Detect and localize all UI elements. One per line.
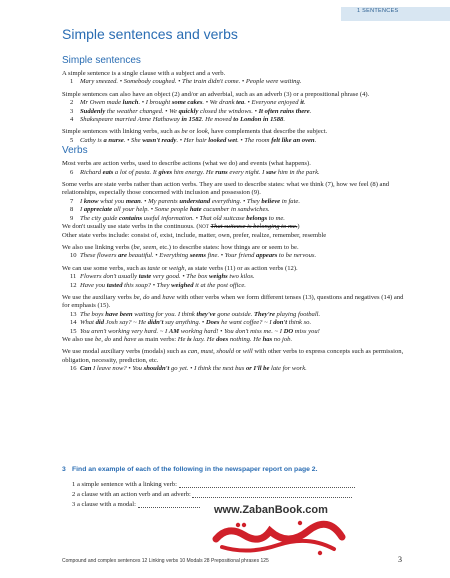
chapter-tab <box>341 7 450 21</box>
answer-line-3[interactable] <box>72 501 200 508</box>
example-number: 15 <box>70 327 77 335</box>
body-paragraph: We also use linking verbs (be, seem, etc.) to describe states: how things are or seem to be. <box>62 243 299 251</box>
example-sentence: 16 Can I leave now? • You shouldn't go yet. • I think the next bus or I'll be late for work. <box>70 365 307 373</box>
example-number: 13 <box>70 310 77 318</box>
answer-label-2: 2 a clause with an action verb and an adverb: <box>72 491 191 498</box>
answer-blank-2[interactable] <box>192 491 352 498</box>
example-sentence: 11 Flowers don't usually taste very good. • The box weighs two kilos. <box>70 273 255 281</box>
example-number: 10 <box>70 252 77 260</box>
example-sentence: 2 Mr Owen made lunch. • I brought some cakes. • We drank tea. • Everyone enjoyed it. <box>70 99 306 107</box>
example-number: 2 <box>70 99 74 107</box>
watermark-url: www.ZabanBook.com <box>214 504 328 516</box>
example-sentence: 1 Mary sneezed. • Somebody coughed. • The train didn't come. • People were waiting. <box>70 78 302 86</box>
body-paragraph: Some verbs are state verbs rather than action verbs. They are used to describe states: what we think (7), how we feel (8) and relationships, especially those concerned with inclusion and possession (9). <box>62 181 390 197</box>
section-heading: Verbs <box>62 145 88 157</box>
answer-label-1: 1 a simple sentence with a linking verb: <box>72 481 177 488</box>
body-paragraph: We use the auxiliary verbs be, do and have with other verbs when we form different tenses (13), questions and negatives (14) and for emphasis (15). <box>62 293 404 310</box>
page-title: Simple sentences and verbs <box>62 26 238 42</box>
answer-line-2[interactable] <box>72 491 352 498</box>
example-sentence: 14 What did Josh say? ~ He didn't say anything. • Does he want coffee? ~ I don't think so. <box>70 319 312 327</box>
body-paragraph: Simple sentences can also have an object (2) and/or an adverbial, such as an adverb (3) or a prepositional phrase (4). <box>62 90 370 98</box>
footer-crossrefs: Compound and complex sentences 12 Linking verbs 10 Modals 28 Prepositional phrases 125 <box>62 558 269 564</box>
example-number: 3 <box>70 107 74 115</box>
example-sentence: 12 Have you tasted this soup? • They weighed it at the post office. <box>70 281 246 289</box>
body-paragraph: We don't usually use state verbs in the continuous. (not That suitcase is belonging to me.) <box>62 223 300 231</box>
example-sentence: 10 These flowers are beautiful. • Everything seems fine. • Your friend appears to be nervous. <box>70 252 317 260</box>
example-number: 7 <box>70 197 74 205</box>
example-number: 1 <box>70 78 74 86</box>
example-number: 12 <box>70 281 77 289</box>
example-sentence: 9 The city guide contains useful information. • That old suitcase belongs to me. <box>70 214 285 222</box>
example-number: 5 <box>70 136 74 144</box>
example-sentence: 13 The boys have been waiting for you. I think they've gone outside. They're playing football. <box>70 310 321 318</box>
exercise-text: Find an example of each of the following in the newspaper report on page 2. <box>72 466 318 473</box>
section-heading: Simple sentences <box>62 55 141 66</box>
answer-label-3: 3 a clause with a modal: <box>72 501 136 508</box>
body-paragraph: Simple sentences with linking verbs, such as be or look, have complements that describe the subject. <box>62 128 328 136</box>
watermark-logo <box>208 517 348 557</box>
example-sentence: 5 Cathy is a nurse. • She wasn't ready. • Her hair looked wet. • The room felt like an oven. <box>70 136 317 144</box>
answer-line-1[interactable] <box>72 481 355 488</box>
body-paragraph: Other state verbs include: consist of, exist, include, matter, own, prefer, realize, remember, resemble <box>62 231 327 239</box>
example-number: 4 <box>70 116 74 124</box>
example-sentence: 4 Shakespeare married Anne Hathaway in 1582. He moved to London in 1588. <box>70 116 285 124</box>
main-content <box>62 55 406 374</box>
body-paragraph: We use modal auxiliary verbs (modals) such as can, must, should or will with other verbs to express concepts such as permission, obligation, necessity, prediction, etc. <box>62 348 404 364</box>
chapter-tab-label: 1 SENTENCES <box>357 8 399 14</box>
example-sentence: 3 Suddenly the weather changed. • We quickly closed the windows. • It often rains there. <box>70 107 312 115</box>
body-paragraph: We can use some verbs, such as taste or weigh, as state verbs (11) or as action verbs (12). <box>62 264 298 272</box>
example-number: 6 <box>70 168 74 176</box>
example-sentence: 15 You aren't working very hard. ~ I AM working hard! • You don't miss me. ~ I DO miss you! <box>70 327 320 335</box>
example-sentence: 6 Richard eats a lot of pasta. It gives him energy. He runs every night. I saw him in the park. <box>70 168 320 176</box>
example-number: 16 <box>70 365 77 373</box>
example-number: 8 <box>70 206 74 214</box>
example-number: 14 <box>70 319 77 327</box>
answer-blank-3[interactable] <box>138 501 200 508</box>
example-number: 9 <box>70 214 74 222</box>
exercise-number: 3 <box>62 466 66 473</box>
body-paragraph: We also use be, do and have as main verbs: He is lazy. He does nothing. He has no job. <box>62 335 293 343</box>
body-paragraph: Most verbs are action verbs, used to describe actions (what we do) and events (what happens). <box>62 160 311 168</box>
answer-blank-1[interactable] <box>179 481 355 488</box>
example-sentence: 7 I know what you mean. • My parents understand everything. • They believe in fate. <box>70 197 301 205</box>
example-sentence: 8 I appreciate all your help. • Some people hate cucumber in sandwiches. <box>70 206 270 214</box>
example-number: 11 <box>70 273 77 281</box>
body-paragraph: A simple sentence is a single clause with a subject and a verb. <box>62 70 226 77</box>
page-number: 3 <box>398 555 402 564</box>
exercise-instruction <box>62 466 317 473</box>
